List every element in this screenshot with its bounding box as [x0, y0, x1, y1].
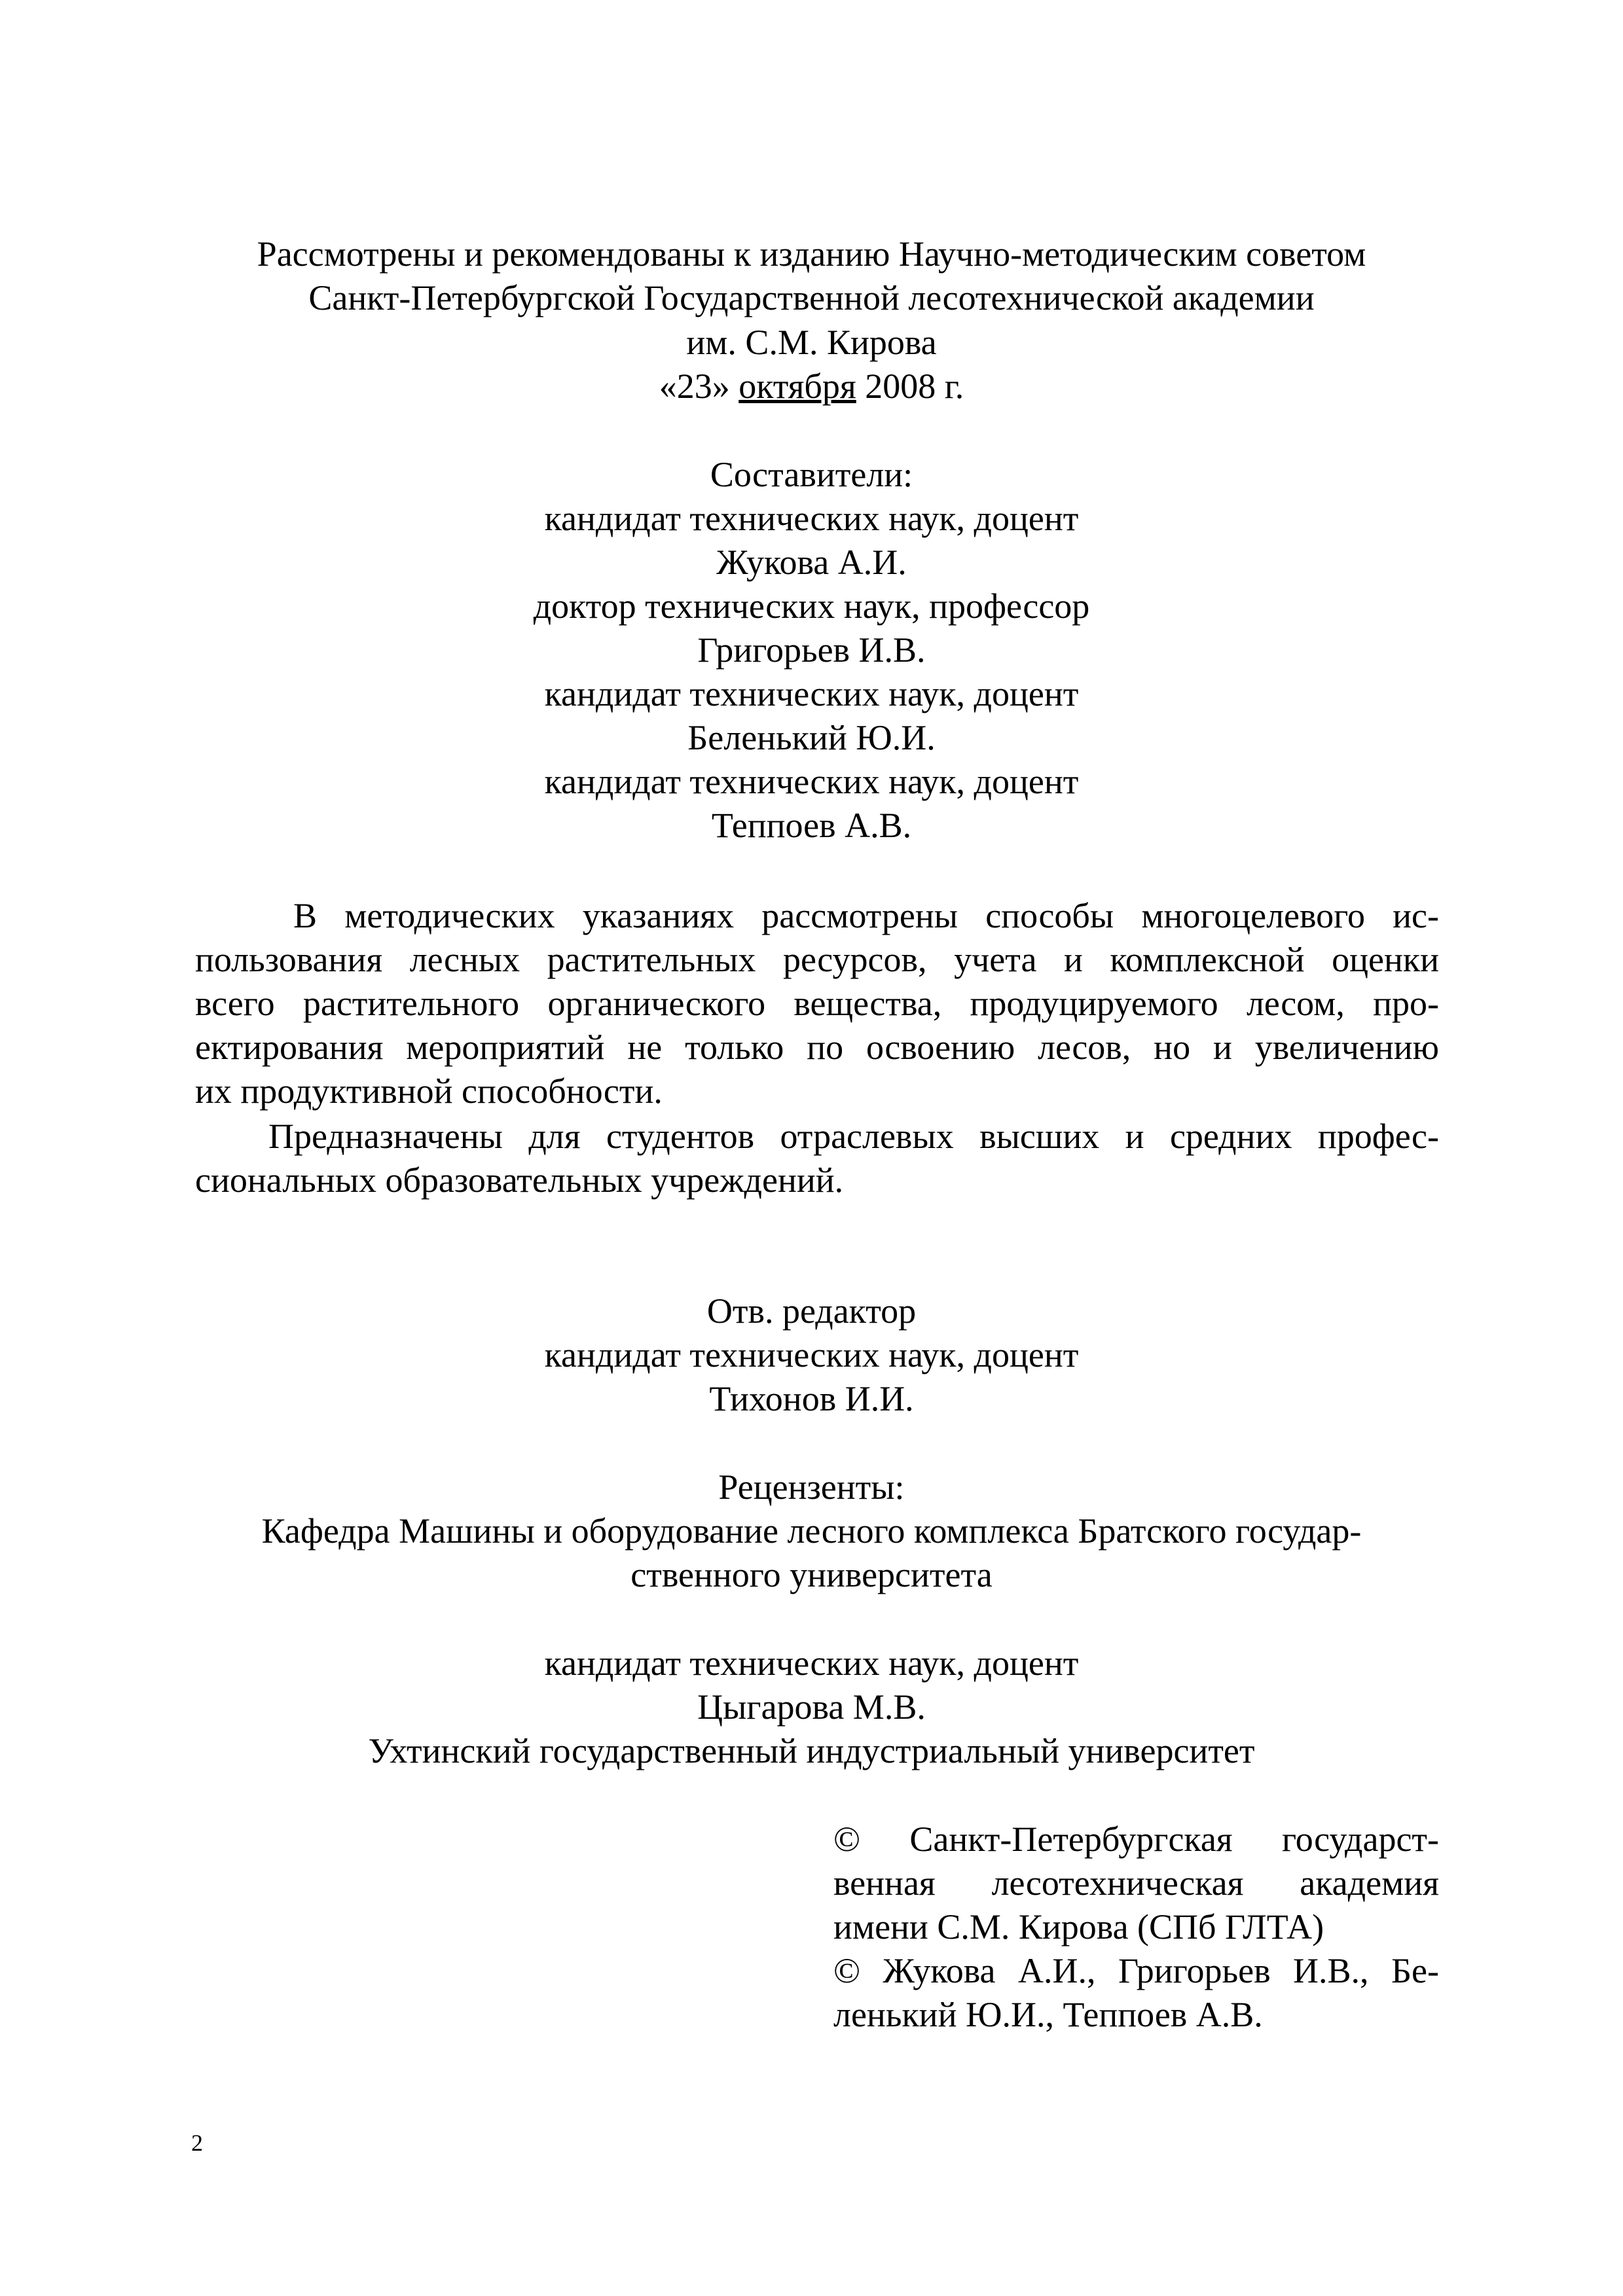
compiler-name: Жукова А.И.	[716, 543, 907, 582]
editor-heading: Отв. редактор	[706, 1291, 917, 1331]
date-year: 2008 г.	[856, 367, 964, 406]
date-day: «23»	[659, 367, 739, 406]
compilers-heading: Составители:	[710, 455, 913, 494]
reviewer-org-1-line-1: Кафедра Машины и оборудование лесного комплекса Братского государ-	[261, 1511, 1362, 1551]
reviewers-heading: Рецензенты:	[718, 1467, 905, 1507]
approval-line-1: Рассмотрены и рекомендованы к изданию Научно-методическим советом	[257, 234, 1366, 274]
reviewer-name: Цыгарова М.В.	[697, 1687, 926, 1727]
abstract-p1-line-2: пользования лесных растительных ресурсов, учета и комплексной оценки	[195, 940, 1439, 979]
compiler-title: доктор технических наук, профессор	[533, 586, 1090, 626]
copyright-line-5: ленький Ю.И., Теппоев А.В.	[833, 1995, 1263, 2034]
approval-line-3: им. С.М. Кирова	[686, 323, 937, 362]
approval-date	[0, 365, 1623, 408]
abstract-p1-line-3: всего растительного органического вещества, продуцируемого лесом, про-	[195, 984, 1439, 1023]
abstract-p1-line-1: В методических указаниях рассмотрены способы многоцелевого ис-	[293, 896, 1439, 935]
compiler-name: Теппоев А.В.	[711, 806, 912, 845]
reviewer-title: кандидат технических наук, доцент	[544, 1643, 1079, 1683]
copyright-line-1: © Санкт-Петербургская государст-	[833, 1820, 1439, 1859]
abstract-p1-line-5: их продуктивной способности.	[195, 1071, 663, 1111]
abstract-p2-line-1: Предназначены для студентов отраслевых высших и средних профес-	[268, 1117, 1439, 1156]
copyright-line-2: венная лесотехническая академия	[833, 1863, 1439, 1903]
page-number: 2	[191, 2130, 203, 2156]
abstract-p1-line-4: ектирования мероприятий не только по освоению лесов, но и увеличению	[195, 1028, 1439, 1067]
editor-title: кандидат технических наук, доцент	[544, 1335, 1079, 1374]
copyright-line-3: имени С.М. Кирова (СПб ГЛТА)	[833, 1907, 1324, 1946]
compiler-name: Беленький Ю.И.	[687, 718, 936, 757]
reviewer-org-1-line-2: ственного университета	[630, 1555, 993, 1594]
editor-name: Тихонов И.И.	[709, 1379, 914, 1418]
reviewer-org-2: Ухтинский государственный индустриальный университет	[368, 1731, 1255, 1770]
copyright-line-4: © Жукова А.И., Григорьев И.В., Бе-	[833, 1951, 1439, 1990]
date-month: октября	[739, 367, 856, 406]
compiler-title: кандидат технических наук, доцент	[544, 674, 1079, 713]
compiler-name: Григорьев И.В.	[697, 630, 926, 670]
approval-line-2: Санкт-Петербургской Государственной лесотехнической академии	[308, 278, 1315, 317]
abstract-p2-line-2: сиональных образовательных учреждений.	[195, 1160, 844, 1200]
compiler-title: кандидат технических наук, доцент	[544, 762, 1079, 801]
compiler-title: кандидат технических наук, доцент	[544, 499, 1079, 538]
